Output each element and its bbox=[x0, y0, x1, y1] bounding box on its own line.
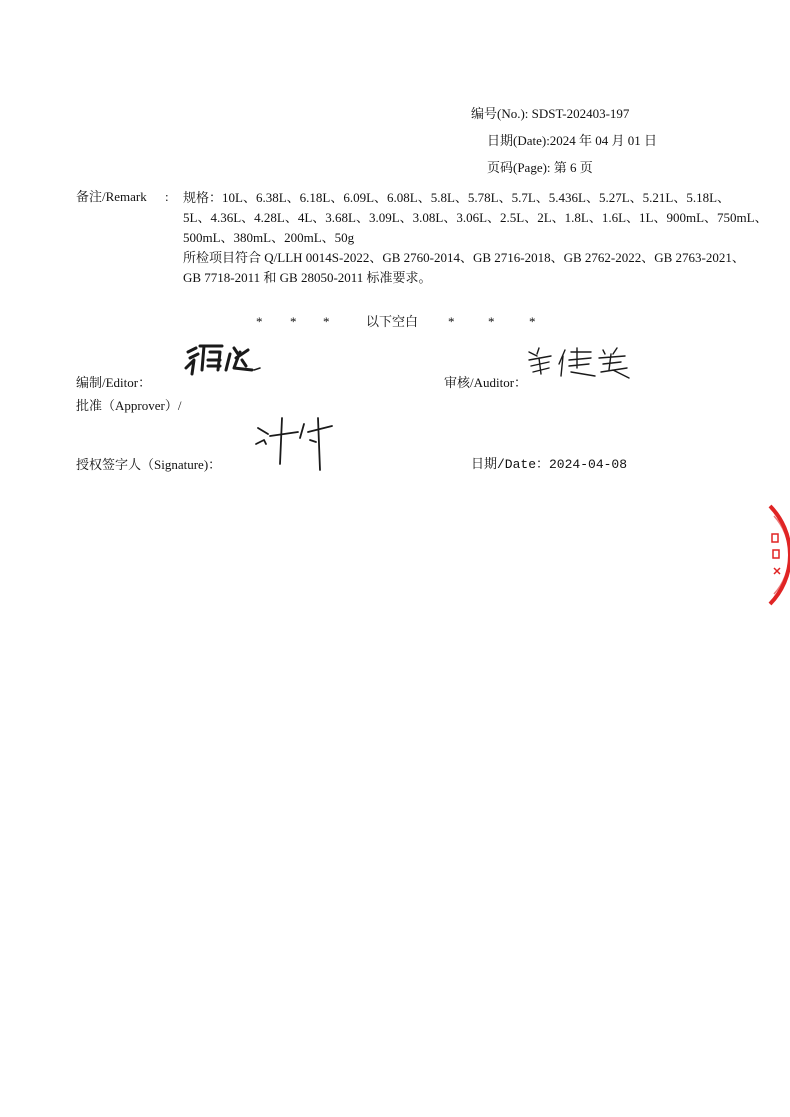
signature-label: 授权签字人（Signature)： bbox=[76, 457, 222, 472]
remark-body bbox=[183, 188, 773, 288]
remark-label: 备注/Remark bbox=[76, 189, 147, 204]
remark-colon: : bbox=[165, 189, 169, 204]
blank-star: * bbox=[529, 314, 536, 329]
page-number: 页码(Page): 第 6 页 bbox=[487, 160, 593, 175]
auditor-label: 审核/Auditor： bbox=[444, 375, 528, 390]
report-date: 日期(Date):2024 年 04 月 01 日 bbox=[487, 133, 658, 148]
editor-signature bbox=[182, 340, 272, 380]
blank-star: * bbox=[448, 314, 455, 329]
report-number: 编号(No.): SDST-202403-197 bbox=[471, 106, 630, 121]
editor-label: 编制/Editor： bbox=[76, 375, 152, 390]
remark-line: GB 7718-2011 和 GB 28050-2011 标准要求。 bbox=[183, 270, 432, 285]
sign-date: 日期/Date：2024-04-08 bbox=[471, 457, 628, 472]
remark-line: 500mL、380mL、200mL、50g bbox=[183, 230, 355, 245]
blank-text: 以下空白 bbox=[366, 314, 419, 329]
remark-line: 规格：10L、6.38L、6.18L、6.09L、6.08L、5.8L、5.78L、5.7L、5.436L、5.27L、5.21L、5.18L、 bbox=[183, 190, 731, 205]
blank-marker-row bbox=[0, 313, 790, 331]
blank-star: * bbox=[323, 314, 330, 329]
blank-star: * bbox=[290, 314, 297, 329]
approver-signature bbox=[254, 414, 334, 472]
remark-line: 所检项目符合 Q/LLH 0014S-2022、GB 2760-2014、GB 2716-2018、GB 2762-2022、GB 2763-2021、 bbox=[183, 250, 745, 265]
approver-label: 批准（Approver）/ bbox=[76, 398, 182, 413]
blank-star: * bbox=[488, 314, 495, 329]
auditor-signature bbox=[525, 344, 635, 380]
seal-stamp bbox=[740, 500, 790, 610]
blank-star: * bbox=[256, 314, 263, 329]
remark-line: 5L、4.36L、4.28L、4L、3.68L、3.09L、3.08L、3.06L、2.5L、2L、1.8L、1.6L、1L、900mL、750mL、 bbox=[183, 210, 768, 225]
